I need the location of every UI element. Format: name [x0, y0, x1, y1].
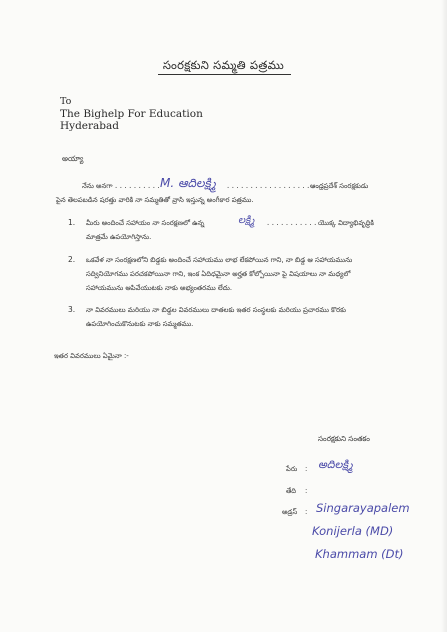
scan-shadow-edge	[441, 0, 447, 632]
item-3-line-2: ఉపయోగించుకొనుటకు నాకు సమ్మతము.	[86, 320, 194, 328]
other-details-label: ఇతర వివరములు ఏమైనా :-	[54, 352, 129, 360]
item-1-line-1-suffix: యొక్క విద్యాభివృద్ధికి	[318, 219, 374, 227]
item-1-number: 1.	[68, 218, 76, 227]
organization-city: Hyderabad	[60, 120, 120, 132]
item-2-line-1: ఒకవేళ నా సంరక్షణలోని బిడ్డకు అందించే సహాయము లాభ లేకపోయిన గాని, నా బిడ్డ ఆ సహాయమును	[86, 256, 353, 264]
item-1-line-2: మాత్రమే ఉపయోగిస్తాను.	[86, 233, 152, 241]
intro-suffix: ఆంధ్రప్రదేశ్ సంరక్షకుడు	[310, 182, 369, 190]
item-2-line-3: సహాయమును ఆపివేయుటకు నాకు అభ్యంతరము లేదు.	[86, 284, 233, 292]
intro-prefix: నేను అనగా	[82, 182, 113, 190]
item-3-number: 3.	[68, 305, 76, 314]
intro-line-2: పైన తెలపబడిన షరత్తు వారికి నా సమ్మతితో వ్రాసి ఇస్తున్న అంగీకార పత్రము.	[56, 196, 254, 204]
document-title: సంరక్షకుని సమ్మతి పత్రము	[162, 58, 285, 72]
to-label: To	[60, 96, 72, 107]
address-line-village: Singarayapalem	[316, 501, 410, 515]
student-blank-dots: ...........	[266, 219, 318, 227]
item-1-line-1-prefix: మీరు అందించే సహాయం నా సంరక్షణలో ఉన్న	[86, 219, 205, 227]
field-address-label: అడ్రస్	[282, 508, 298, 516]
item-2-line-2: సద్వినియోగము పరచకపోయినా గాని, ఇంక ఏదిధమైనా అర్హత కోల్పోయినా పై విషయాలు నా మధ్యలో	[86, 270, 351, 278]
salutation: అయ్యా	[62, 154, 84, 163]
field-address-colon: :	[305, 508, 308, 516]
guardian-name-handwritten: M. ఆదిలక్ష్మి	[160, 176, 216, 190]
field-date-label: తేది	[286, 487, 297, 495]
title-underline	[158, 74, 291, 75]
organization-name: The Bighelp For Education	[60, 108, 203, 120]
item-2-number: 2.	[68, 255, 76, 264]
name-blank-dots-2: .....................	[226, 182, 326, 190]
address-line-district: Khammam (Dt)	[315, 547, 404, 561]
student-name-handwritten: లక్ష్మి	[238, 215, 255, 226]
address-line-mandal: Konijerla (MD)	[312, 524, 394, 538]
field-name-handwritten: అదిలక్ష్మి	[318, 458, 353, 471]
field-name-colon: :	[305, 465, 308, 473]
field-name-label: పేరు	[286, 465, 298, 473]
signature-heading: సంరక్షకుని సంతకం	[318, 434, 370, 443]
item-3-line-1: నా వివరములు మరియు నా బిడ్డల వివరములు దాతలకు ఇతర సంస్థలకు మరియు ప్రచారము కొరకు	[86, 306, 347, 314]
name-blank-dots: ..........	[114, 182, 162, 190]
field-date-colon: :	[305, 487, 308, 495]
